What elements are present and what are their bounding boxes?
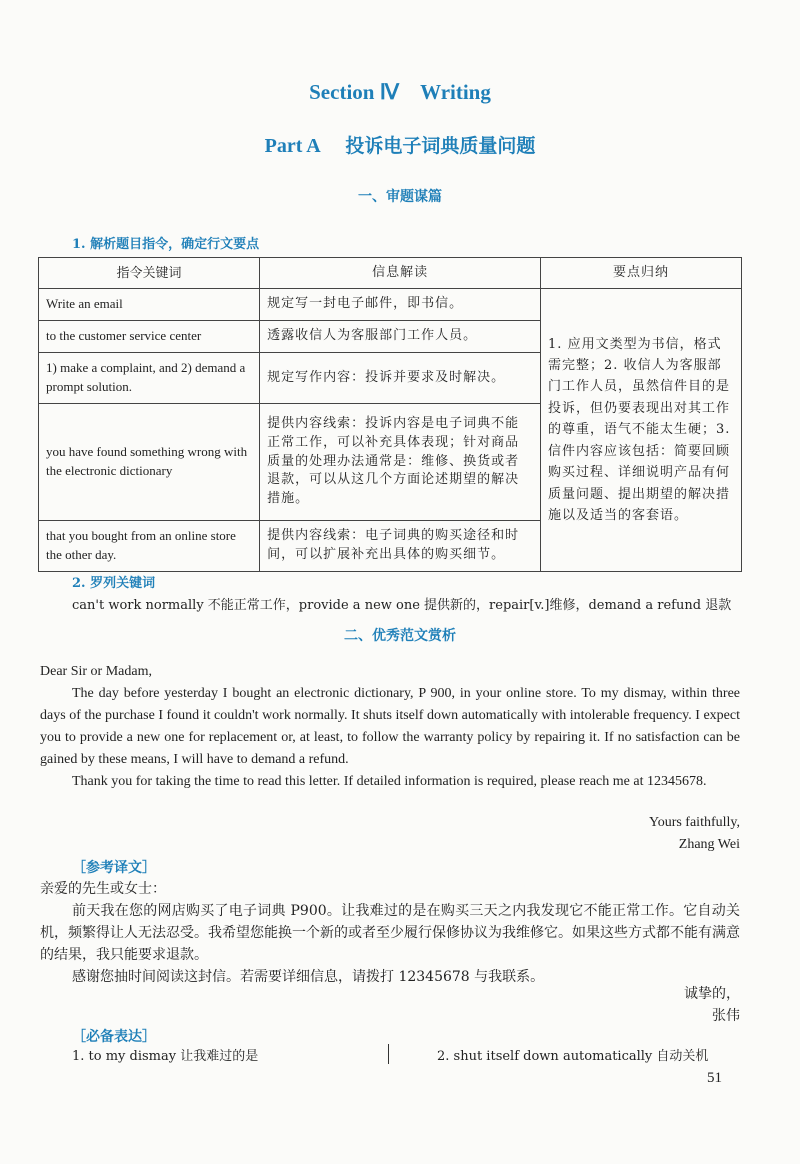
table-header: 信息解读 [260,258,541,289]
essay-paragraph: The day before yesterday I bought an electronic dictionary, P 900, in your online store. To my dismay, within three days of the purchase I found it couldn't work normally. It shuts itself down automatically with intolerable frequency. I expect you to provide a new one for replacement or, at least, to follow the warranty policy by repairing it. If no satisfaction can be gained by these means, I will have to demand a refund. [40,686,740,767]
part-topic: 投诉电子词典质量问题 [345,135,536,157]
expressions-label: ［必备表达］ [72,1029,156,1045]
table-header: 要点归纳 [541,258,742,289]
keyword-cell: 1) make a complaint, and 2) demand a prompt solution. [39,353,260,404]
translation [40,878,740,988]
translation-paragraph: 前天我在您的网店购买了电子词典 P900。让我难过的是在购买三天之内我发现它不能正常工作。它自动关机，频繁得让人无法忍受。我希望您能换一个新的或者至少履行保修协议为我维修它。如果这些方式都不能有满意的结果，我只能要求退款。 [40,903,740,963]
part-title [0,131,800,158]
summary-cell: 1. 应用文类型为书信，格式需完整；2. 收信人为客服部门工作人员，虽然信件目的是投诉，但仍要表现出对其工作的尊重，语气不能太生硬；3. 信件内容应该包括：简要回顾购买过程、详细说明产品有何质量问题、提出期望的解决措施以及适当的客套语。 [541,289,742,572]
interpretation-cell: 提供内容线索：投诉内容是电子词典不能正常工作，可以补充具体表现；针对商品质量的处理办法通常是：维修、换货或者退款，可以从这几个方面论述期望的解决措施。 [260,404,541,521]
translation-signature: 张伟 [712,1009,740,1024]
keywords-line: can't work normally 不能正常工作，provide a new one 提供新的，repair[v.]维修，demand a refund 退款 [72,598,732,613]
table-row [39,289,742,321]
section-title: Section Ⅳ Writing [309,80,491,104]
part-label: Part A [264,135,321,157]
expression-item: 2. shut itself down automatically 自动关机 [437,1049,709,1064]
interpretation-cell: 提供内容线索：电子词典的购买途径和时间，可以扩展补充出具体的购买细节。 [260,521,541,572]
translation-paragraph: 感谢您抽时间阅读这封信。若需要详细信息，请拨打 12345678 与我联系。 [72,969,545,985]
essay-salutation: Dear Sir or Madam, [40,664,152,679]
table-header-row [39,258,742,289]
heading-sample: 二、优秀范文赏析 [344,628,456,644]
heading-analysis: 一、审题谋篇 [358,189,442,205]
keyword-cell: Write an email [39,289,260,321]
column-divider [388,1044,389,1064]
table-header: 指令关键词 [39,258,260,289]
expression-item: 1. to my dismay 让我难过的是 [72,1049,259,1064]
keyword-cell: that you bought from an online store the other day. [39,521,260,572]
page-number: 51 [707,1070,722,1086]
interpretation-cell: 透露收信人为客服部门工作人员。 [260,321,541,353]
translation-salutation: 亲爱的先生或女士： [40,881,166,897]
translation-label: ［参考译文］ [72,860,156,876]
keyword-cell: to the customer service center [39,321,260,353]
subheading-instructions: 1. 解析题目指令，确定行文要点 [72,237,260,252]
essay-signature: Zhang Wei [678,837,740,852]
analysis-table [38,257,742,572]
translation-signoff [684,984,740,1028]
interpretation-cell: 规定写作内容：投诉并要求及时解决。 [260,353,541,404]
interpretation-cell: 规定写一封电子邮件，即书信。 [260,289,541,321]
essay-paragraph: Thank you for taking the time to read this letter. If detailed information is required, please reach me at 12345678. [72,774,707,789]
subheading-keywords: 2. 罗列关键词 [72,576,156,591]
essay-signoff [649,812,740,856]
translation-closing: 诚挚的， [684,987,740,1002]
keyword-cell: you have found something wrong with the electronic dictionary [39,404,260,521]
sample-essay [40,661,740,793]
essay-closing: Yours faithfully, [648,815,740,830]
